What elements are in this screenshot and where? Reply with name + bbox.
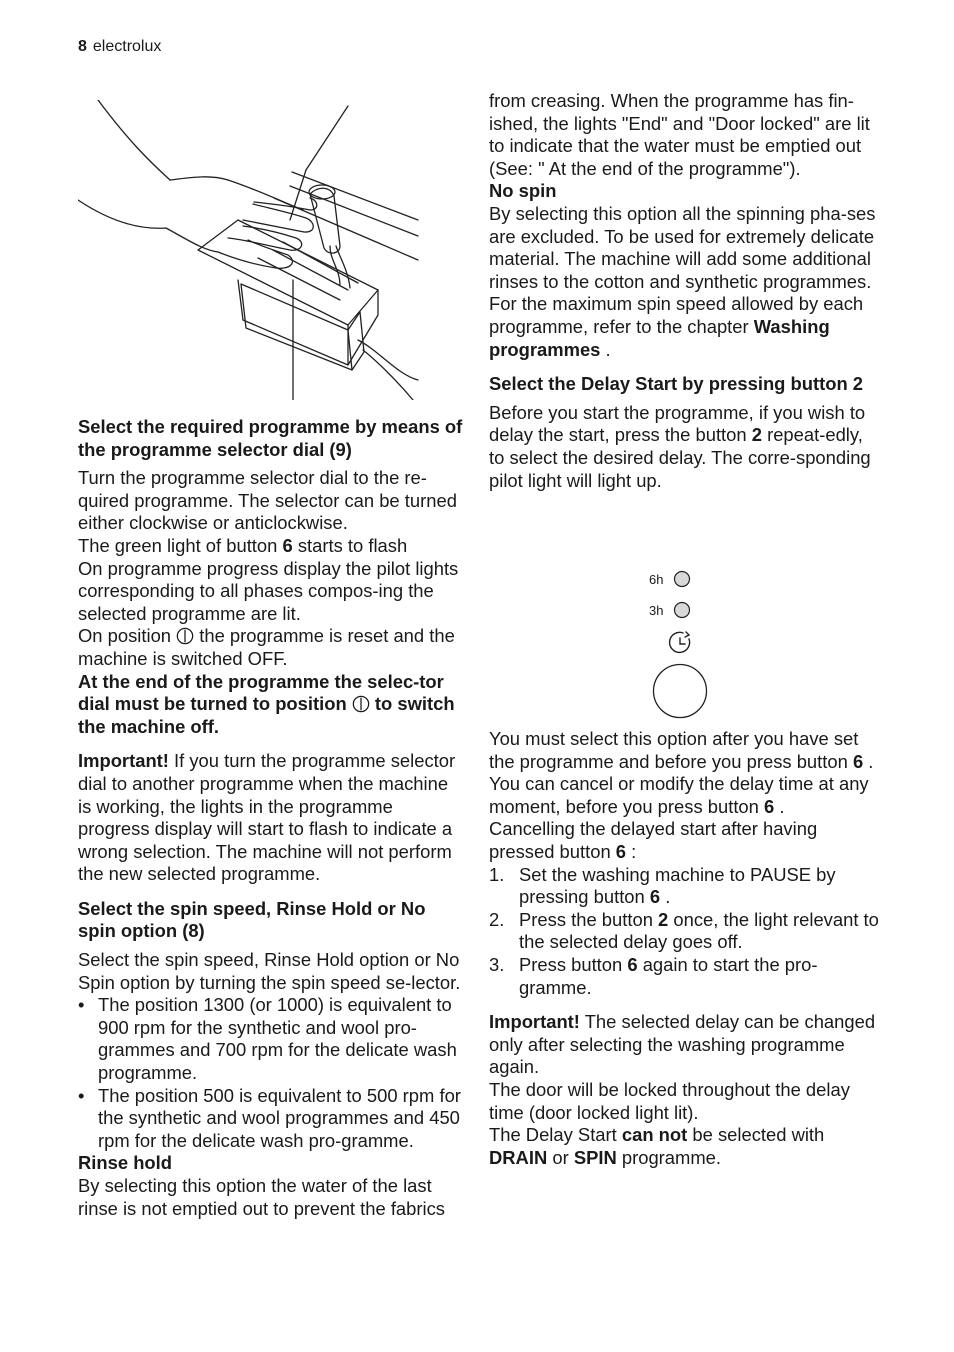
paragraph-spin-speed: Select the spin speed, Rinse Hold option or No Spin option by turning the spin speed se-lector. xyxy=(78,949,461,993)
delay-6h-pilot-light xyxy=(675,572,690,587)
delay-6h-label: 6h xyxy=(649,572,664,587)
left-column xyxy=(78,416,466,1220)
delay-start-panel xyxy=(640,562,720,722)
paragraph-cancelling: Cancelling the delayed start after having pressed button 6 : xyxy=(489,818,818,863)
list-item: 3. Press button 6 again to start the pro-gramme. xyxy=(489,954,818,998)
paragraph-cancel-modify: You can cancel or modify the delay time at any moment, before you press button 6 . xyxy=(489,773,869,817)
paragraph-end-of-programme: At the end of the programme the selec-tor dial must be turned to position to switch the machine off. xyxy=(78,670,455,737)
heading-select-programme: Select the required programme by means of the programme selector dial (9) xyxy=(78,416,463,460)
heading-delay-start: Select the Delay Start by pressing button 2 xyxy=(489,373,864,395)
power-off-position-icon xyxy=(352,695,370,713)
paragraph-creasing: from creasing. When the programme has fin-ished, the lights "End" and "Door locked" are lit to indicate that the water must be emptied out (See: " At the end of the programme"). xyxy=(489,90,870,179)
list-item: • The position 500 is equivalent to 500 rpm for the synthetic and wool programmes and 450 rpm for the delicate wash pro-gramme. xyxy=(78,1085,466,1153)
paragraph-door-locked: The door will be locked throughout the delay time (door locked light lit). xyxy=(489,1079,850,1123)
spin-bullet-list xyxy=(78,994,466,1152)
power-off-position-icon xyxy=(176,627,194,645)
paragraph-delay-drain-spin: The Delay Start can not be selected with DRAIN or SPIN programme. xyxy=(489,1124,825,1168)
list-item: • The position 1300 (or 1000) is equivalent to 900 rpm for the synthetic and wool pro-grammes and 700 rpm for the delicate wash programme. xyxy=(78,994,466,1084)
paragraph-green-light: The green light of button 6 starts to flash xyxy=(78,534,408,556)
brand-name: electrolux xyxy=(92,38,162,55)
page-number: 8 xyxy=(78,38,87,55)
detergent-drawer-illustration xyxy=(78,100,428,400)
list-item: 1. Set the washing machine to PAUSE by pressing button 6 . xyxy=(489,863,836,908)
paragraph-delay-start: Before you start the programme, if you wish to delay the start, press the button 2 repeat-edly, to select the desired delay. The corre-sponding pilot light will light up. xyxy=(489,401,871,491)
paragraph-important-selector: Important! If you turn the programme selector dial to another programme when the machine is working, the lights in the programme progress display will start to flash to indicate a wrong selection. The machine will not perform the new selected programme. xyxy=(78,750,456,885)
cancel-steps-list xyxy=(489,864,879,1000)
heading-rinse-hold: Rinse hold xyxy=(78,1152,173,1174)
list-item: 2. Press the button 2 once, the light relevant to the selected delay goes off. xyxy=(489,908,879,953)
paragraph-important-delay: Important! The selected delay can be changed only after selecting the washing programme again. xyxy=(489,1011,876,1078)
delay-3h-pilot-light xyxy=(675,603,690,618)
paragraph-no-spin: By selecting this option all the spinning pha-ses are excluded. To be used for extremely delicate material. The machine will add some additional rinses to the cotton and synthetic programmes. xyxy=(489,202,876,292)
paragraph-rinse-hold: By selecting this option the water of the last rinse is not emptied out to prevent the fabrics xyxy=(78,1175,445,1219)
paragraph-max-spin: For the maximum spin speed allowed by each programme, refer to the chapter Washing programmes . xyxy=(489,293,864,360)
delay-3h-label: 3h xyxy=(649,603,664,618)
paragraph-must-select: You must select this option after you have set the programme and before you press button 6 . xyxy=(489,728,874,772)
paragraph-on-position: On position the programme is reset and the machine is switched OFF. xyxy=(78,625,455,669)
paragraph-progress-display: On programme progress display the pilot lights corresponding to all phases compos-ing the selected programme are lit. xyxy=(78,557,459,624)
paragraph-turn-dial: Turn the programme selector dial to the re-quired programme. The selector can be turned either clockwise or anticlockwise. xyxy=(78,467,457,534)
timer-icon xyxy=(670,632,690,652)
delay-start-button[interactable] xyxy=(654,665,707,718)
page-header xyxy=(78,38,161,56)
heading-no-spin: No spin xyxy=(489,180,557,202)
heading-spin-speed: Select the spin speed, Rinse Hold or No spin option (8) xyxy=(78,897,426,942)
